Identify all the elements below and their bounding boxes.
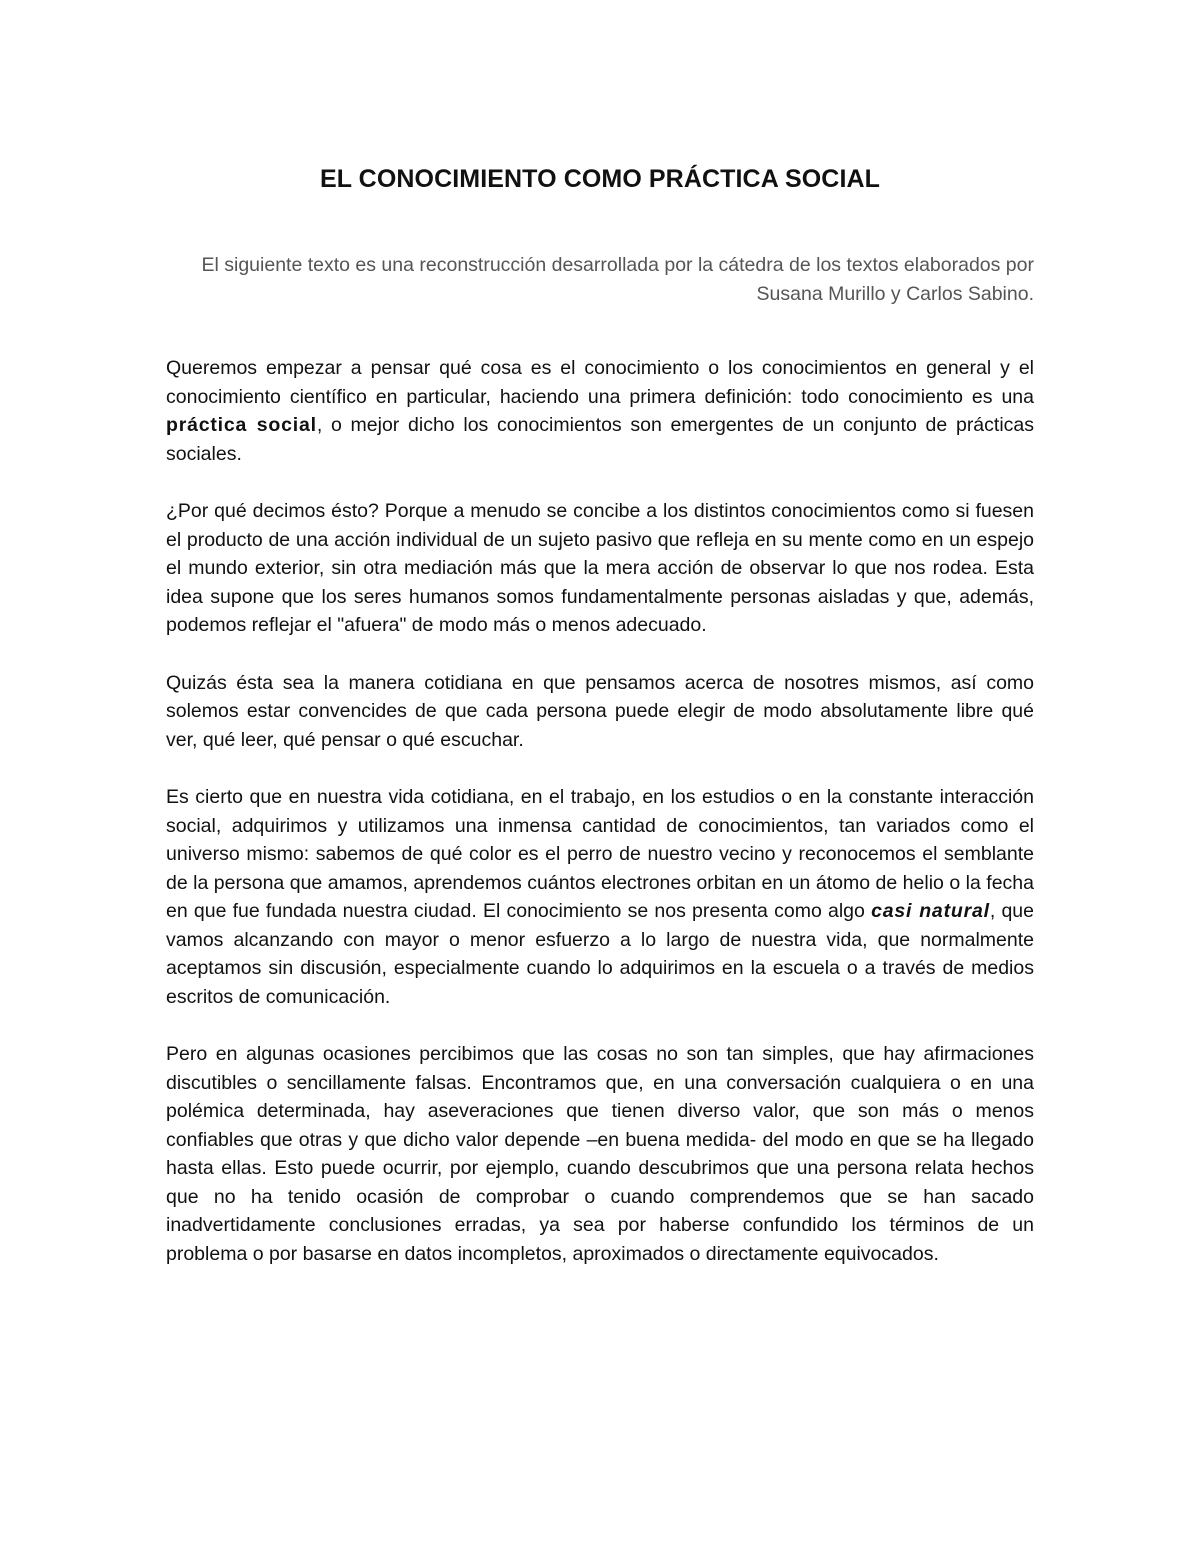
- document-title: EL CONOCIMIENTO COMO PRÁCTICA SOCIAL: [319, 165, 881, 193]
- paragraph-4-text-after: , que vamos alcanzando con mayor o menor esfuerzo a lo largo de nuestra vida, que normalmente aceptamos sin discusión, especialmente cuando lo adquirimos en la escuela o a través de medios escritos de comunicación.: [166, 900, 1034, 1008]
- paragraph-5: Pero en algunas ocasiones percibimos que las cosas no son tan simples, que hay afirmaciones discutibles o sencillamente falsas. Encontramos que, en una conversación cualquiera o en una polémica determinada, hay aseveraciones que tienen diverso valor, que son más o menos confiables que otras y que dicho valor depende –en buena medida- del modo en que se ha llegado hasta ellas. Esto puede ocurrir, por ejemplo, cuando descubrimos que una persona relata hechos que no ha tenido ocasión de comprobar o cuando comprendemos que se han sacado inadvertidamente conclusiones erradas, ya sea por haberse confundido los términos de un problema o por basarse en datos incompletos, aproximados o directamente equivocados.: [166, 1043, 1034, 1265]
- paragraph-1: [166, 354, 1034, 468]
- paragraph-1-text-before: Queremos empezar a pensar qué cosa es el conocimiento o los conocimientos en general y el conocimiento científico en particular, haciendo una primera definición: todo conocimiento es una: [166, 357, 1034, 408]
- paragraph-2: ¿Por qué decimos ésto? Porque a menudo se concibe a los distintos conocimientos como si fuesen el producto de una acción individual de un sujeto pasivo que refleja en su mente como en un espejo el mundo exterior, sin otra mediación más que la mera acción de observar lo que nos rodea. Esta idea supone que los seres humanos somos fundamentalmente personas aisladas y que, además, podemos reflejar el "afuera" de modo más o menos adecuado.: [166, 500, 1034, 636]
- document-body: [166, 354, 1034, 1297]
- paragraph-4-text-before: Es cierto que en nuestra vida cotidiana, en el trabajo, en los estudios o en la constante interacción social, adquirimos y utilizamos una inmensa cantidad de conocimientos, tan variados como el universo mismo: sabemos de qué color es el perro de nuestro vecino y reconocemos el semblante de la persona que amamos, aprendemos cuántos electrones orbitan en un átomo de helio o la fecha en que fue fundada nuestra ciudad. El conocimiento se nos presenta como algo: [166, 786, 1034, 922]
- paragraph-4-emphasis: casi natural: [871, 900, 990, 922]
- paragraph-4: [166, 783, 1034, 1011]
- paragraph-1-text-after: , o mejor dicho los conocimientos son emergentes de un conjunto de prácticas sociales.: [166, 414, 1034, 465]
- paragraph-3: Quizás ésta sea la manera cotidiana en que pensamos acerca de nosotres mismos, así como solemos estar convencides de que cada persona puede elegir de modo absolutamente libre qué ver, qué leer, qué pensar o qué escuchar.: [166, 671, 1034, 751]
- paragraph-1-emphasis: práctica social: [166, 414, 317, 436]
- intro-note: El siguiente texto es una reconstrucción desarrollada por la cátedra de los textos elaborados por Susana Murillo y Carlos Sabino.: [201, 254, 1034, 305]
